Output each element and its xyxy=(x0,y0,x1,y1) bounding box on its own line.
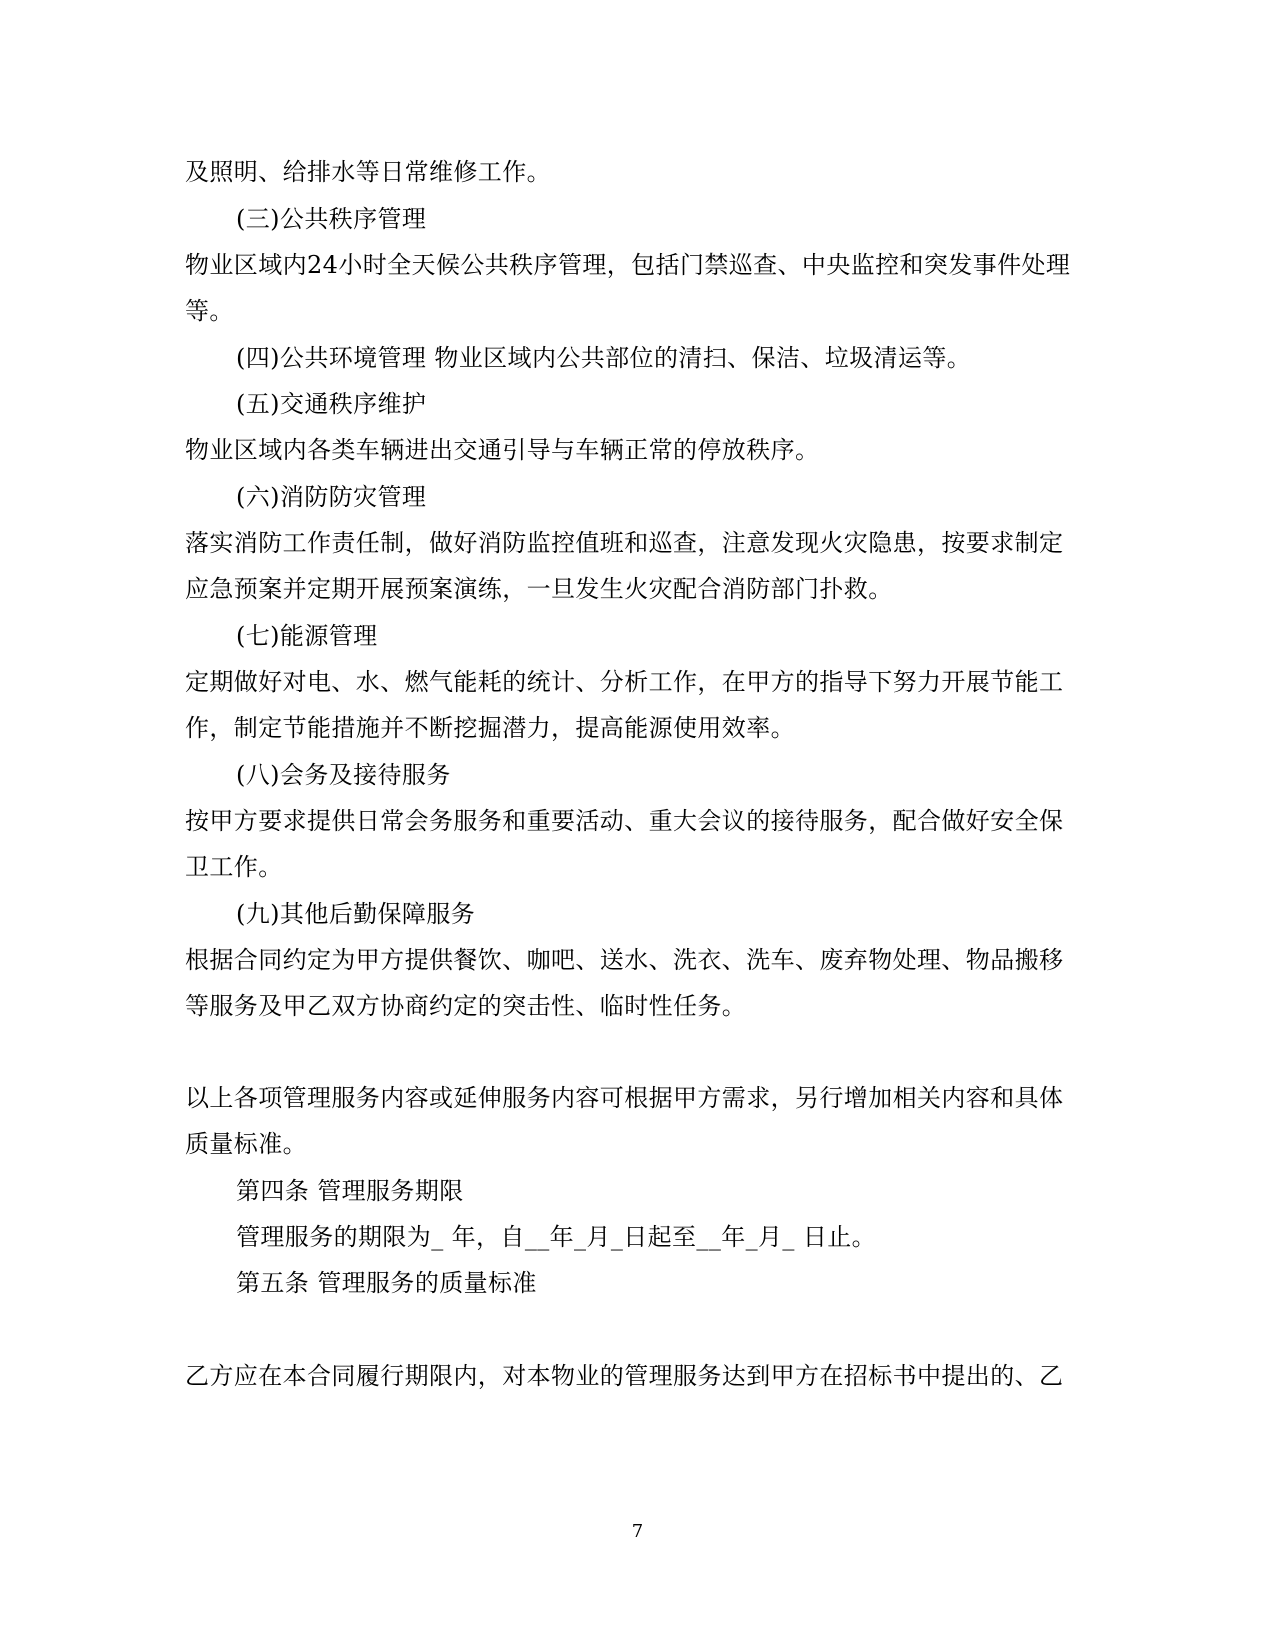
body-line: 卫工作。 xyxy=(185,853,283,881)
body-line: 等服务及甲乙双方协商约定的突击性、临时性任务。 xyxy=(185,992,747,1020)
section-heading: (七)能源管理 xyxy=(236,622,378,650)
page-number: 7 xyxy=(631,1521,644,1542)
body-line: 根据合同约定为甲方提供餐饮、咖吧、送水、洗衣、洗车、废弃物处理、物品搬移 xyxy=(185,946,1064,974)
body-line: 落实消防工作责任制，做好消防监控值班和巡查，注意发现火灾隐患，按要求制定 xyxy=(185,529,1064,557)
section-heading: (六)消防防灾管理 xyxy=(236,483,427,511)
body-line: 管理服务的期限为_ 年，自__年_月_日起至__年_月_ 日止。 xyxy=(236,1223,877,1251)
section-heading: (八)会务及接待服务 xyxy=(236,761,451,789)
body-line: 乙方应在本合同履行期限内，对本物业的管理服务达到甲方在招标书中提出的、乙 xyxy=(185,1362,1064,1390)
article-heading: 第四条 管理服务期限 xyxy=(236,1177,464,1205)
section-heading: (九)其他后勤保障服务 xyxy=(236,900,476,928)
body-line: 以上各项管理服务内容或延伸服务内容可根据甲方需求，另行增加相关内容和具体 xyxy=(185,1084,1064,1112)
section-heading: (三)公共秩序管理 xyxy=(236,205,427,233)
body-line: 物业区域内24小时全天候公共秩序管理，包括门禁巡查、中央监控和突发事件处理 xyxy=(185,251,1071,279)
body-line: 作，制定节能措施并不断挖掘潜力，提高能源使用效率。 xyxy=(185,714,795,742)
body-line: 按甲方要求提供日常会务服务和重要活动、重大会议的接待服务，配合做好安全保 xyxy=(185,807,1064,835)
body-line: 及照明、给排水等日常维修工作。 xyxy=(185,158,551,186)
body-line: 物业区域内各类车辆进出交通引导与车辆正常的停放秩序。 xyxy=(185,436,820,464)
body-line: 等。 xyxy=(185,297,234,325)
body-line: 应急预案并定期开展预案演练，一旦发生火灾配合消防部门扑救。 xyxy=(185,575,893,603)
section-heading: (五)交通秩序维护 xyxy=(236,390,427,418)
article-heading: 第五条 管理服务的质量标准 xyxy=(236,1269,537,1297)
body-line: 质量标准。 xyxy=(185,1130,307,1158)
body-line: 定期做好对电、水、燃气能耗的统计、分析工作，在甲方的指导下努力开展节能工 xyxy=(185,668,1064,696)
section-heading: (四)公共环境管理 物业区域内公共部位的清扫、保洁、垃圾清运等。 xyxy=(236,344,972,372)
